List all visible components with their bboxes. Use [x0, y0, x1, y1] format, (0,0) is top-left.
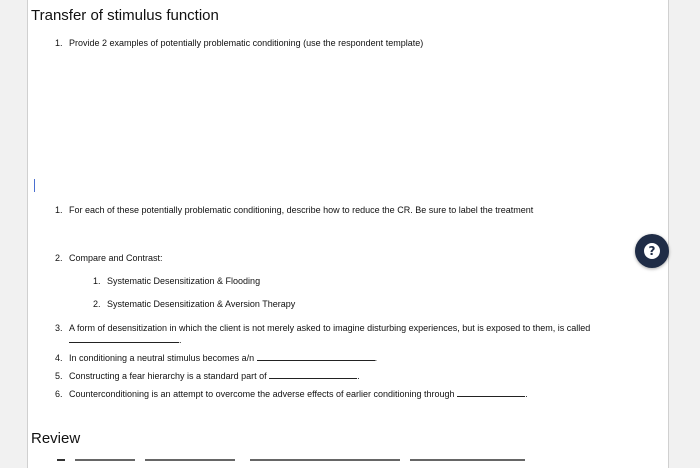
question-1b [55, 204, 533, 216]
answer-blank[interactable] [257, 352, 375, 361]
question-number: 3. [55, 323, 63, 333]
question-5 [55, 370, 360, 382]
help-button[interactable] [635, 234, 669, 268]
question-text: Provide 2 examples of potentially problematic conditioning (use the respondent template) [69, 38, 424, 48]
question-number: 5. [55, 371, 63, 381]
answer-end: . [374, 353, 378, 363]
cutoff-text [410, 459, 525, 461]
question-text: Compare and Contrast: [69, 253, 163, 263]
question-3 [55, 322, 590, 334]
question-number: 1. [55, 38, 63, 48]
question-text: Counterconditioning is an attempt to overcome the adverse effects of earlier conditioning through [69, 389, 455, 399]
question-text: For each of these potentially problematic conditioning, describe how to reduce the CR. Be sure to label the treatment [69, 205, 534, 215]
question-text: A form of desensitization in which the client is not merely asked to imagine disturbing experiences, but is exposed to them, is called [69, 323, 591, 333]
question-number: 4. [55, 353, 63, 363]
cutoff-text [75, 459, 135, 461]
question-number: 2. [55, 253, 63, 263]
answer-blank[interactable] [457, 388, 525, 397]
answer-end: . [525, 389, 528, 399]
question-text: Systematic Desensitization & Aversion Therapy [107, 299, 296, 309]
cutoff-text [145, 459, 235, 461]
question-3-answer[interactable] [69, 334, 182, 346]
answer-end: . [179, 335, 182, 345]
section-heading-transfer: Transfer of stimulus function [31, 7, 219, 24]
question-number: 6. [55, 389, 63, 399]
question-number: 1. [93, 276, 101, 286]
answer-blank[interactable] [269, 370, 357, 379]
section-heading-review: Review [31, 430, 81, 447]
question-1 [55, 37, 423, 49]
question-2-sub-2 [93, 298, 295, 310]
cutoff-text [57, 459, 65, 461]
question-number: 2. [93, 299, 101, 309]
question-text: Constructing a fear hierarchy is a standard part of [69, 371, 267, 381]
question-2 [55, 252, 163, 264]
cutoff-text [250, 459, 400, 461]
question-text: In conditioning a neutral stimulus becomes a/n [69, 353, 255, 363]
question-4 [55, 352, 377, 364]
answer-blank[interactable] [69, 334, 179, 343]
answer-end: . [357, 371, 360, 381]
question-text: Systematic Desensitization & Flooding [107, 276, 261, 286]
text-cursor [34, 179, 35, 192]
question-6 [55, 388, 528, 400]
help-question-icon: ? [644, 243, 660, 259]
question-2-sub-1 [93, 275, 260, 287]
question-number: 1. [55, 205, 63, 215]
